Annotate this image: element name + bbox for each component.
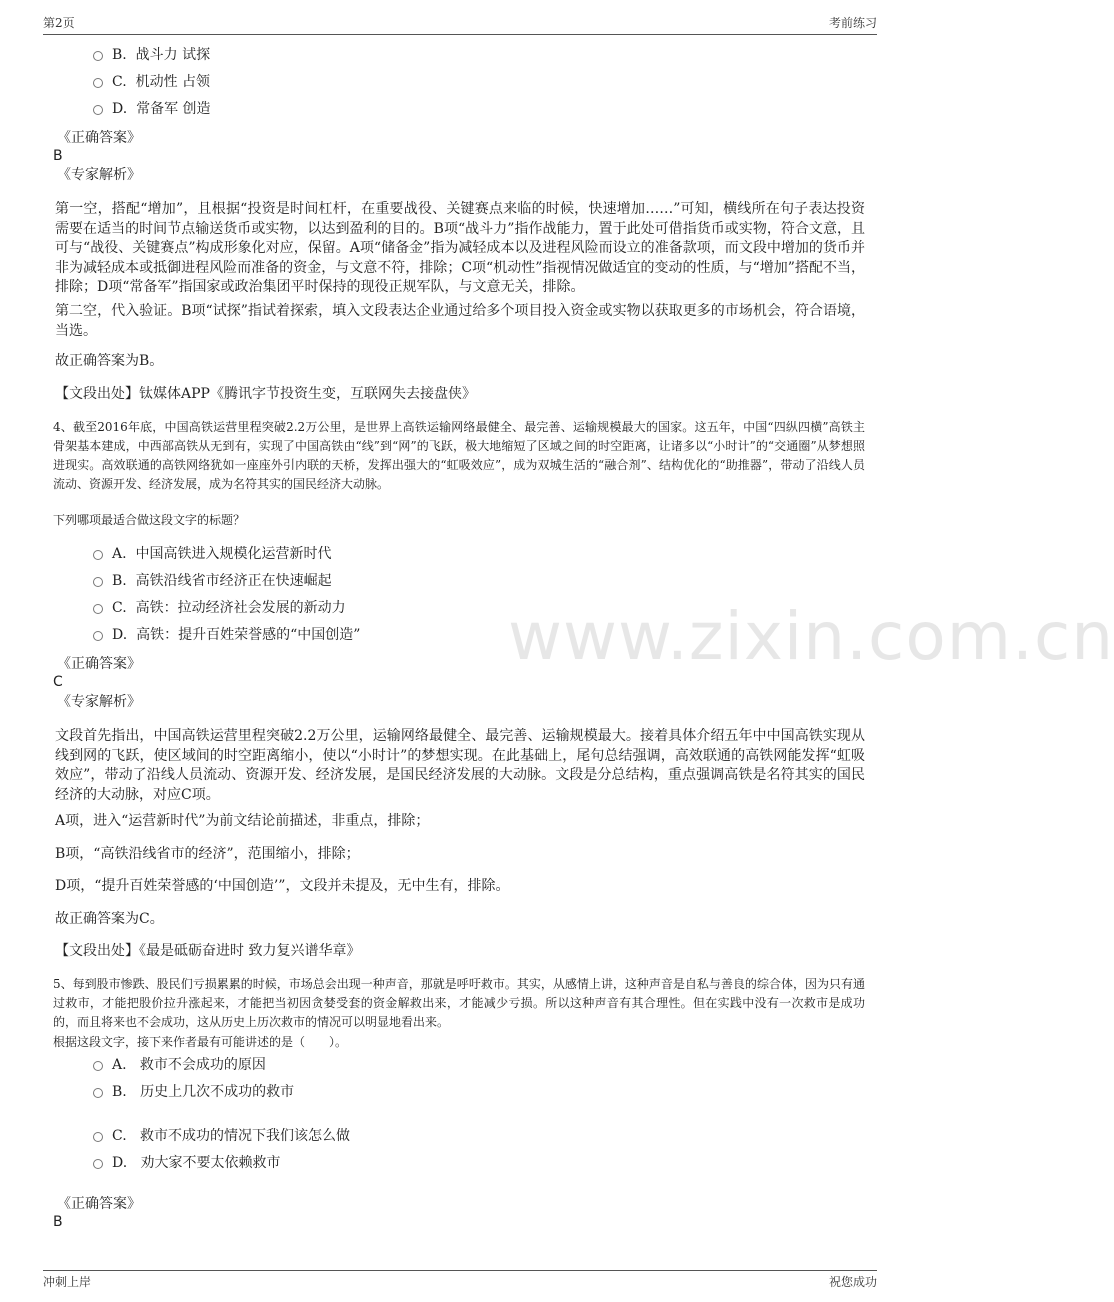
- q4-stem: 4、截至2016年底，中国高铁运营里程突破2.2万公里，是世界上高铁运输网络最健全、最完善、运输规模最大的国家。这五年，中国“四纵四横”高铁主骨架基本建成，中西部高铁从无到有，实现了中国高铁由“线”到“网”的飞跃，极大地缩短了区域之间的时空距离，让诸多以“小时计”的“交通圈”从梦想照进现实。高效联通的高铁网络犹如一座座外引内联的天桥，发挥出强大的“虹吸效应”，成为双城生活的“融合剂”、结构优化的“助推器”，带动了沿线人员流动、资源开发、经济发展，成为名符其实的国民经济大动脉。: [53, 420, 865, 491]
- radio-icon[interactable]: [93, 631, 103, 641]
- q3-answer: B: [53, 148, 63, 164]
- q3-option-b[interactable]: B. 战斗力 试探: [93, 46, 210, 64]
- q5-option-b[interactable]: B. 历史上几次不成功的救市: [93, 1083, 294, 1101]
- q5-answer-label: 《正确答案》: [57, 1196, 141, 1212]
- q4-analysis-label: 《专家解析》: [57, 694, 141, 710]
- radio-icon[interactable]: [93, 1061, 103, 1071]
- q3-analysis-label: 《专家解析》: [57, 167, 141, 183]
- q3-source: 【文段出处】钛媒体APP《腾讯字节投资生变，互联网失去接盘侠》: [55, 386, 476, 402]
- footer-left: 冲刺上岸: [43, 1275, 92, 1289]
- radio-icon[interactable]: [93, 577, 103, 587]
- q4-analysis-para-4: D项，“提升百姓荣誉感的‘中国创造’”，文段并未提及，无中生有，排除。: [55, 878, 510, 894]
- q3-analysis-para-3: 故正确答案为B。: [55, 353, 164, 369]
- q5-answer: B: [53, 1214, 63, 1230]
- q4-answer-label: 《正确答案》: [57, 656, 141, 672]
- radio-icon[interactable]: [93, 604, 103, 614]
- q4-option-b[interactable]: B. 高铁沿线省市经济正在快速崛起: [93, 572, 332, 590]
- radio-icon[interactable]: [93, 550, 103, 560]
- q4-answer: C: [53, 674, 63, 690]
- q4-option-d[interactable]: D. 高铁：提升百姓荣誉感的“中国创造”: [93, 626, 360, 644]
- q5-prompt: 根据这段文字，接下来作者最有可能讲述的是（ ）。: [53, 1035, 348, 1049]
- q4-analysis-para-2: A项，进入“运营新时代”为前文结论前描述，非重点，排除；: [55, 813, 430, 829]
- footer-rule: [43, 1270, 877, 1271]
- radio-icon[interactable]: [93, 1159, 103, 1169]
- q4-option-a[interactable]: A. 中国高铁进入规模化运营新时代: [93, 545, 331, 563]
- q4-source: 【文段出处】《最是砥砺奋进时 致力复兴谱华章》: [55, 943, 361, 959]
- q4-option-c[interactable]: C. 高铁：拉动经济社会发展的新动力: [93, 599, 346, 617]
- radio-icon[interactable]: [93, 1132, 103, 1142]
- q3-analysis-para-2: 第二空，代入验证。B项“试探”指试着探索，填入文段表达企业通过给多个项目投入资金或实物以获取更多的市场机会，符合语境，当选。: [55, 303, 865, 339]
- header-label: 考前练习: [828, 16, 877, 30]
- radio-icon[interactable]: [93, 1088, 103, 1098]
- radio-icon[interactable]: [93, 78, 103, 88]
- watermark: www.zixin.com.cn: [508, 598, 1114, 675]
- radio-icon[interactable]: [93, 51, 103, 61]
- q4-prompt: 下列哪项最适合做这段文字的标题？: [53, 513, 246, 527]
- page-number: 第2页: [43, 16, 75, 30]
- q4-analysis-para-1: 文段首先指出，中国高铁运营里程突破2.2万公里，运输网络最健全、最完善、运输规模最大。接着具体介绍五年中中国高铁实现从线到网的飞跃，使区域间的时空距离缩小，使以“小时计”的梦想实现。在此基础上，尾句总结强调，高效联通的高铁网能发挥“虹吸效应”，带动了沿线人员流动、资源开发、经济发展，是国民经济发展的大动脉。文段是分总结构，重点强调高铁是名符其实的国民经济的大动脉，对应C项。: [55, 728, 865, 803]
- q4-analysis-para-3: B项，“高铁沿线省市的经济”，范围缩小，排除；: [55, 846, 360, 862]
- q5-option-c[interactable]: C. 救市不成功的情况下我们该怎么做: [93, 1127, 350, 1145]
- q3-option-c[interactable]: C. 机动性 占领: [93, 73, 210, 91]
- radio-icon[interactable]: [93, 105, 103, 115]
- q3-answer-label: 《正确答案》: [57, 130, 141, 146]
- q5-stem: 5、每到股市惨跌、股民们亏损累累的时候，市场总会出现一种声音，那就是呼吁救市。其实，从感情上讲，这种声音是自私与善良的综合体，因为只有通过救市，才能把股价拉升涨起来，才能把当初因贪婪受套的资金解救出来，才能减少亏损。所以这种声音有其合理性。但在实践中没有一次救市是成功的，而且将来也不会成功，这从历史上历次救市的情况可以明显地看出来。: [53, 977, 865, 1029]
- q3-analysis-para-1: 第一空，搭配“增加”，且根据“投资是时间杠杆，在重要战役、关键赛点来临的时候，快速增加……”可知，横线所在句子表达投资需要在适当的时间节点输送货币或实物，以达到盈利的目的。B项“战斗力”指作战能力，置于此处可借指货币或实物，符合文意，且可与“战役、关键赛点”构成形象化对应，保留。A项“储备金”指为减轻成本以及进程风险而设立的准备款项，而文段中增加的货币并非为减轻成本或抵御进程风险而准备的资金，与文意不符，排除；C项“机动性”指视情况做适宜的变动的性质，与“增加”搭配不当，排除；D项“常备军”指国家或政治集团平时保持的现役正规军队，与文意无关，排除。: [55, 201, 865, 295]
- header-rule: [43, 34, 877, 35]
- q5-option-d[interactable]: D. 劝大家不要太依赖救市: [93, 1154, 281, 1172]
- q3-option-d[interactable]: D. 常备军 创造: [93, 100, 211, 118]
- q4-analysis-para-5: 故正确答案为C。: [55, 911, 164, 927]
- footer-right: 祝您成功: [828, 1275, 877, 1289]
- q5-option-a[interactable]: A. 救市不会成功的原因: [93, 1056, 266, 1074]
